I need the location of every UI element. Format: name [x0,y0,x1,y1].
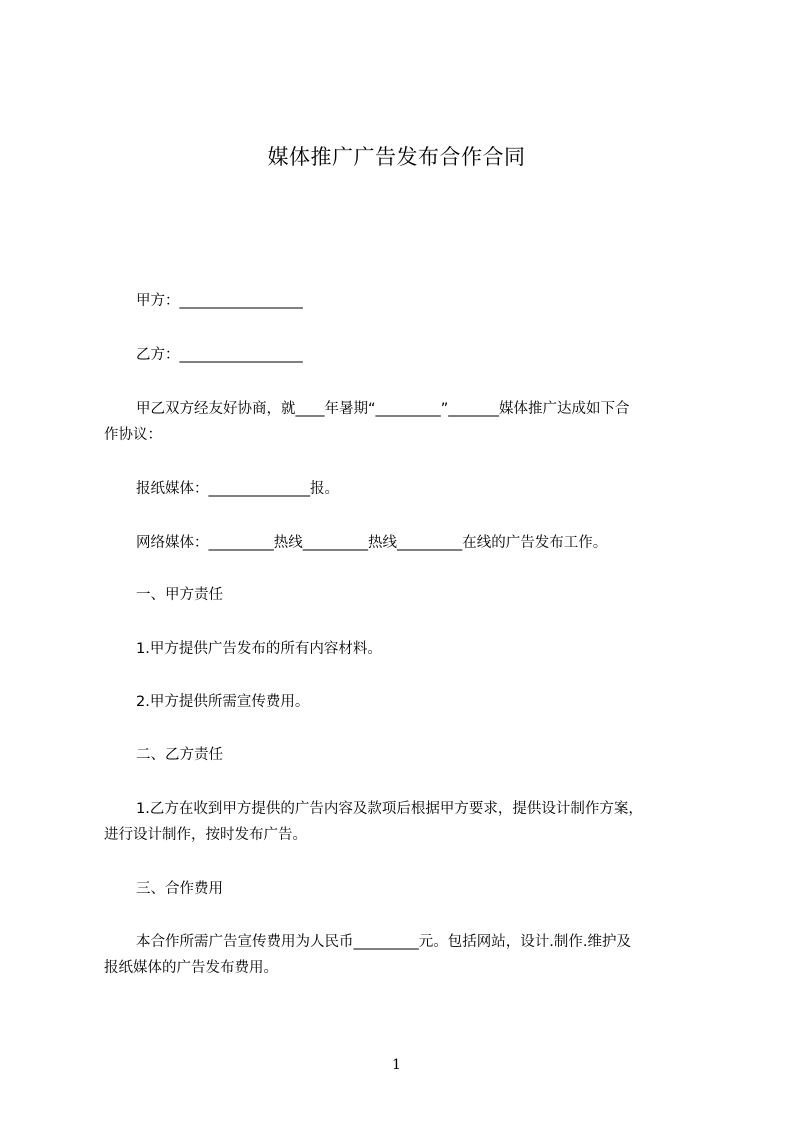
document-title: 媒体推广广告发布合作合同 [267,145,526,169]
section-3-body-line-2: 报纸媒体的广告发布费用。 [104,960,278,976]
newspaper-media-line: 报纸媒体：______________报。 [136,481,339,497]
intro-line-2: 作协议： [104,427,162,443]
online-media-line: 网络媒体：_________热线_________热线_________在线的广告发布工作。 [136,535,608,551]
page-number: 1 [392,1057,401,1073]
section-2-item-1-line-2: 进行设计制作，按时发布广告。 [104,827,307,843]
intro-paragraph [104,396,704,448]
party-a-line: 甲方：_________________ [136,293,303,309]
section-2-heading: 二、乙方责任 [136,747,223,763]
section-3-body-line-1: 本合作所需广告宣传费用为人民币_________元。包括网站，设计.制作.维护及 [136,934,631,950]
section-1-item-2: 2.甲方提供所需宣传费用。 [136,694,310,710]
section-1-item-1: 1.甲方提供广告发布的所有内容材料。 [136,641,382,657]
section-1-heading: 一、甲方责任 [136,587,223,603]
section-3-heading: 三、合作费用 [136,881,223,897]
section-2-item-1 [104,796,704,848]
intro-line-1: 甲乙双方经友好协商，就____年暑期“_________”_______媒体推广达成如下合 [136,401,630,417]
section-2-item-1-line-1: 1.乙方在收到甲方提供的广告内容及款项后根据甲方要求，提供设计制作方案， [136,801,643,817]
party-b-line: 乙方：_________________ [136,347,303,363]
section-3-body [104,929,704,981]
